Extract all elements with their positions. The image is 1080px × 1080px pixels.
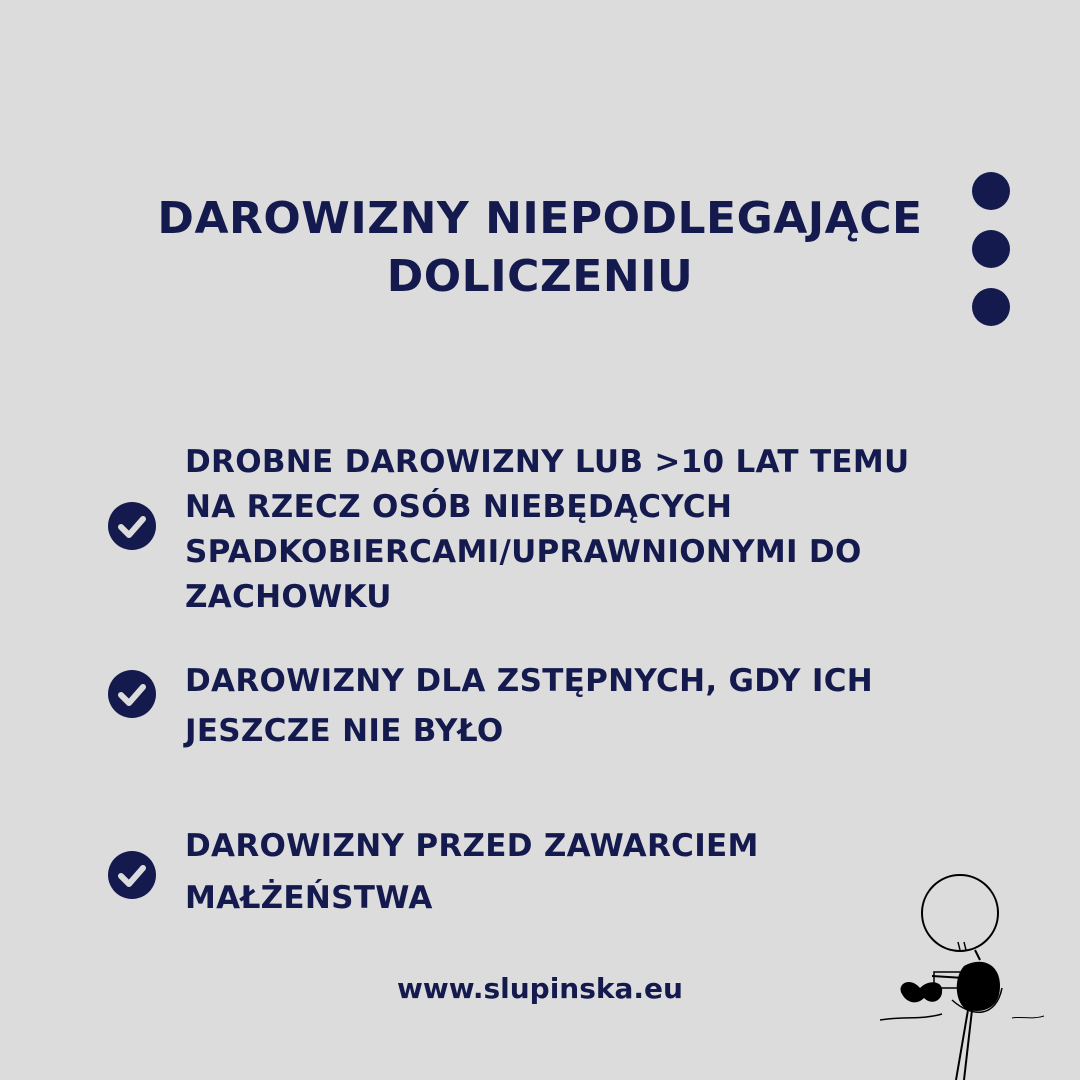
- dot: [972, 288, 1010, 326]
- list-item-text: DAROWIZNY PRZED ZAWARCIEM MAŁŻEŃSTWA: [185, 828, 759, 916]
- check-circle-icon: [108, 670, 156, 718]
- figure-with-heart-illustration: [872, 868, 1072, 1080]
- list-item-text: DROBNE DAROWIZNY LUB >10 LAT TEMU NA RZECZ OSÓB NIEBĘDĄCYCH SPADKOBIERCAMI/UPRAWNIONYMI DO ZACHOWKU: [185, 444, 910, 615]
- page-title: DAROWIZNY NIEPODLEGAJĄCE DOLICZENIU: [157, 193, 923, 302]
- dot: [972, 172, 1010, 210]
- check-circle-icon: [108, 502, 156, 550]
- list-item-text: DAROWIZNY DLA ZSTĘPNYCH, GDY ICH JESZCZE NIE BYŁO: [185, 663, 873, 749]
- website-url[interactable]: www.slupinska.eu: [397, 972, 683, 1005]
- dot: [972, 230, 1010, 268]
- vertical-dots-icon: [972, 172, 1010, 346]
- check-circle-icon: [108, 851, 156, 899]
